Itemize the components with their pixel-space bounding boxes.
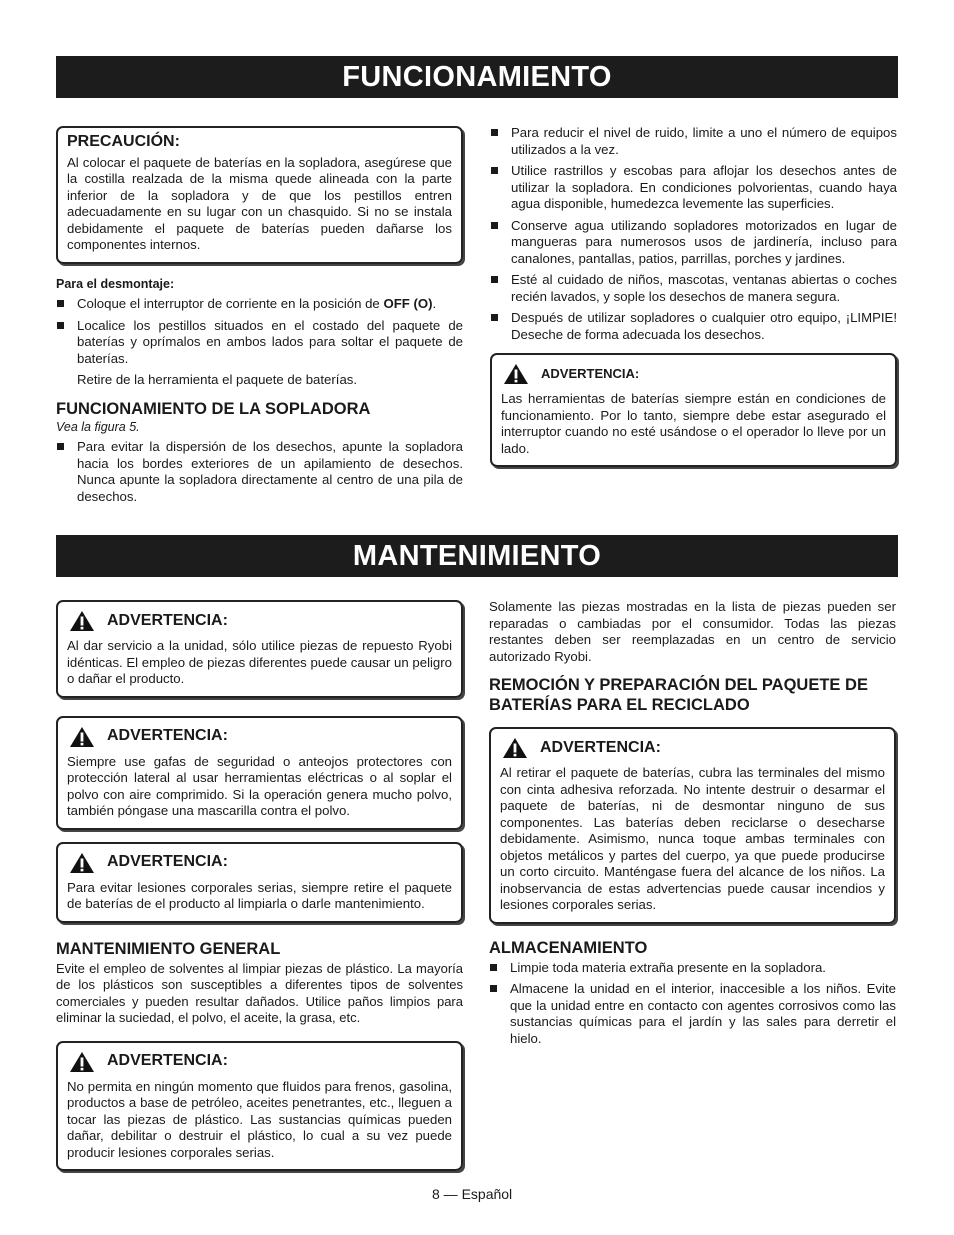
remocion-title: REMOCIÓN Y PREPARACIÓN DEL PAQUETE DE BATERÍAS PARA EL RECICLADO bbox=[489, 676, 868, 714]
warning-text: Al dar servicio a la unidad, sólo utilice piezas de repuesto Ryobi idénticas. El empleo de piezas diferentes puede causar un peligro o dañar el producto. bbox=[67, 638, 452, 686]
left-column-top bbox=[56, 126, 463, 510]
general-title: MANTENIMIENTO GENERAL bbox=[56, 939, 281, 958]
warning-text: No permita en ningún momento que fluidos para frenos, gasolina, productos a base de petróleo, aceites penetrantes, etc., lleguen a tocar las piezas de plástico. Las sustancias químicas pueden dañar, debilitar o destruir el plástico, lo cual a su vez puede producir lesiones corporales serias. bbox=[67, 1078, 452, 1160]
warning-box-lesiones bbox=[56, 842, 463, 923]
almacen-list bbox=[489, 960, 896, 1048]
warning-box-reciclado bbox=[489, 727, 896, 924]
warning-label: ADVERTENCIA: bbox=[540, 738, 661, 756]
almacen-title: ALMACENAMIENTO bbox=[489, 938, 648, 957]
warning-icon bbox=[69, 1051, 95, 1073]
right-bullet-list bbox=[490, 125, 897, 343]
page-footer: 8 — Español bbox=[432, 1186, 513, 1202]
general-text: Evite el empleo de solventes al limpiar piezas de plástico. La mayoría de los plásticos son susceptibles a diferentes tipos de solventes comerciales y pueden resultar dañados. Utilice paños limpios para eliminar la suciedad, el polvo, el aceite, la grasa, etc. bbox=[56, 960, 463, 1025]
desmontaje-list bbox=[56, 296, 463, 367]
warning-label: ADVERTENCIA: bbox=[107, 727, 228, 745]
list-item: Limpie toda materia extraña presente en la sopladora. bbox=[489, 960, 896, 977]
desmontaje-label: Para el desmontaje: bbox=[56, 276, 175, 291]
warning-icon bbox=[69, 610, 95, 632]
list-item: Para reducir el nivel de ruido, limite a uno el número de equipos utilizados a la vez. bbox=[490, 125, 897, 158]
warning-text: Al retirar el paquete de baterías, cubra las terminales del mismo con cinta adhesiva reforzada. No intente destruir o desarmar el paquete de baterías, ni de desmontar ninguno de sus componentes. Las baterías deben reciclarse o desecharse debidamente. Asimismo, nunca toque ambas terminales con objetos metálicos y partes del cuerpo, ya que puede producirse un corto circuito. Manténgase fuera del alcance de los niños. La inobservancia de estas advertencias puede causar incendios y lesiones corporales serias. bbox=[500, 765, 885, 912]
list-item: Conserve agua utilizando sopladores motorizados en lugar de mangueras para numerosos usos de jardinería, incluso para canalones, pantallas, patios, parrillas, porches y jardines. bbox=[490, 218, 897, 268]
warning-icon bbox=[502, 737, 528, 759]
warning-header bbox=[69, 1051, 452, 1073]
right-column-top bbox=[490, 125, 897, 467]
list-item: Para evitar la dispersión de los desechos, apunte la sopladora hacia los bordes exteriores de un apilamiento de desechos. Nunca apunte la sopladora directamente al centro de una pila de desechos. bbox=[56, 439, 463, 505]
warning-text: Las herramientas de baterías siempre están en condiciones de funcionamiento. Por lo tanto, siempre debe estar asegurado el interruptor cuando no esté usándose o el operador lo lleve por un lado. bbox=[501, 391, 886, 456]
warning-box-gafas bbox=[56, 716, 463, 830]
list-item: Utilice rastrillos y escobas para aflojar los desechos antes de utilizar la sopladora. En condiciones polvorientas, cuando haya agua disponible, humedezca levemente las superficies. bbox=[490, 163, 897, 213]
off-label: OFF (O) bbox=[383, 296, 433, 311]
warning-icon bbox=[503, 363, 529, 385]
list-item: Localice los pestillos situados en el costado del paquete de baterías y oprímalos en ambos lados para soltar el paquete de baterías. bbox=[56, 318, 463, 368]
sopladora-title: FUNCIONAMIENTO DE LA SOPLADORA bbox=[56, 399, 371, 418]
list-item: Después de utilizar sopladores o cualquier otro equipo, ¡LIMPIE! Deseche de forma adecuada los desechos. bbox=[490, 310, 897, 343]
warning-header bbox=[69, 726, 452, 748]
warning-text: Siempre use gafas de seguridad o anteojos protectores con protección lateral al usar herramientas eléctricas o al soplar el polvo con aire comprimido. Si la operación genera mucho polvo, también póngase una mascarilla contra el polvo. bbox=[67, 753, 452, 818]
warning-text: Para evitar lesiones corporales serias, siempre retire el paquete de baterías de el producto al limpiarla o darle mantenimiento. bbox=[67, 879, 452, 911]
sopladora-subtitle: Vea la figura 5. bbox=[56, 419, 140, 434]
desmontaje-item1-end: . bbox=[432, 296, 437, 311]
warning-icon bbox=[69, 726, 95, 748]
precaucion-box bbox=[56, 126, 463, 264]
desmontaje-note: Retire de la herramienta el paquete de baterías. bbox=[77, 372, 358, 387]
warning-header bbox=[69, 610, 452, 632]
piezas-text: Solamente las piezas mostradas en la lista de piezas pueden ser reparadas o cambiadas por el consumidor. Todas las piezas restantes deben ser reemplazadas en un centro de servicio autorizado Ryobi. bbox=[489, 599, 896, 664]
warning-box-repuesto bbox=[56, 600, 463, 698]
list-item: Esté al cuidado de niños, mascotas, ventanas abiertas o coches recién lavados, y sople los desechos de manera segura. bbox=[490, 272, 897, 305]
right-column-bottom bbox=[489, 599, 896, 1052]
desmontaje-item1-text: Coloque el interruptor de corriente en la posición de bbox=[77, 296, 384, 311]
precaucion-text: Al colocar el paquete de baterías en la sopladora, asegúrese que la costilla realzada de la misma quede alineada con la parte inferior de la sopladora y de que los pestillos entren adecuadamente en su lugar con un chasquido. Si no se instala debidamente el paquete de baterías pueden dañarse los componentes internos. bbox=[67, 154, 452, 252]
warning-box-fluidos bbox=[56, 1041, 463, 1172]
warning-label: ADVERTENCIA: bbox=[107, 1052, 228, 1070]
section-banner-funcionamiento: FUNCIONAMIENTO bbox=[56, 56, 898, 98]
warning-label: ADVERTENCIA: bbox=[107, 853, 228, 871]
warning-box-bateria bbox=[490, 353, 897, 467]
warning-header bbox=[502, 737, 885, 759]
section-banner-mantenimiento: MANTENIMIENTO bbox=[56, 535, 898, 577]
left-column-bottom bbox=[56, 600, 463, 1171]
warning-header bbox=[503, 363, 886, 385]
warning-label: ADVERTENCIA: bbox=[541, 365, 640, 381]
warning-header bbox=[69, 852, 452, 874]
list-item bbox=[56, 296, 463, 313]
list-item: Almacene la unidad en el interior, inaccesible a los niños. Evite que la unidad entre en contacto con agentes corrosivos como las sustancias químicas para el jardín y las sales para derretir el hielo. bbox=[489, 981, 896, 1047]
warning-icon bbox=[69, 852, 95, 874]
sopladora-list bbox=[56, 439, 463, 505]
warning-label: ADVERTENCIA: bbox=[107, 611, 228, 629]
precaucion-title: PRECAUCIÓN: bbox=[67, 133, 180, 150]
